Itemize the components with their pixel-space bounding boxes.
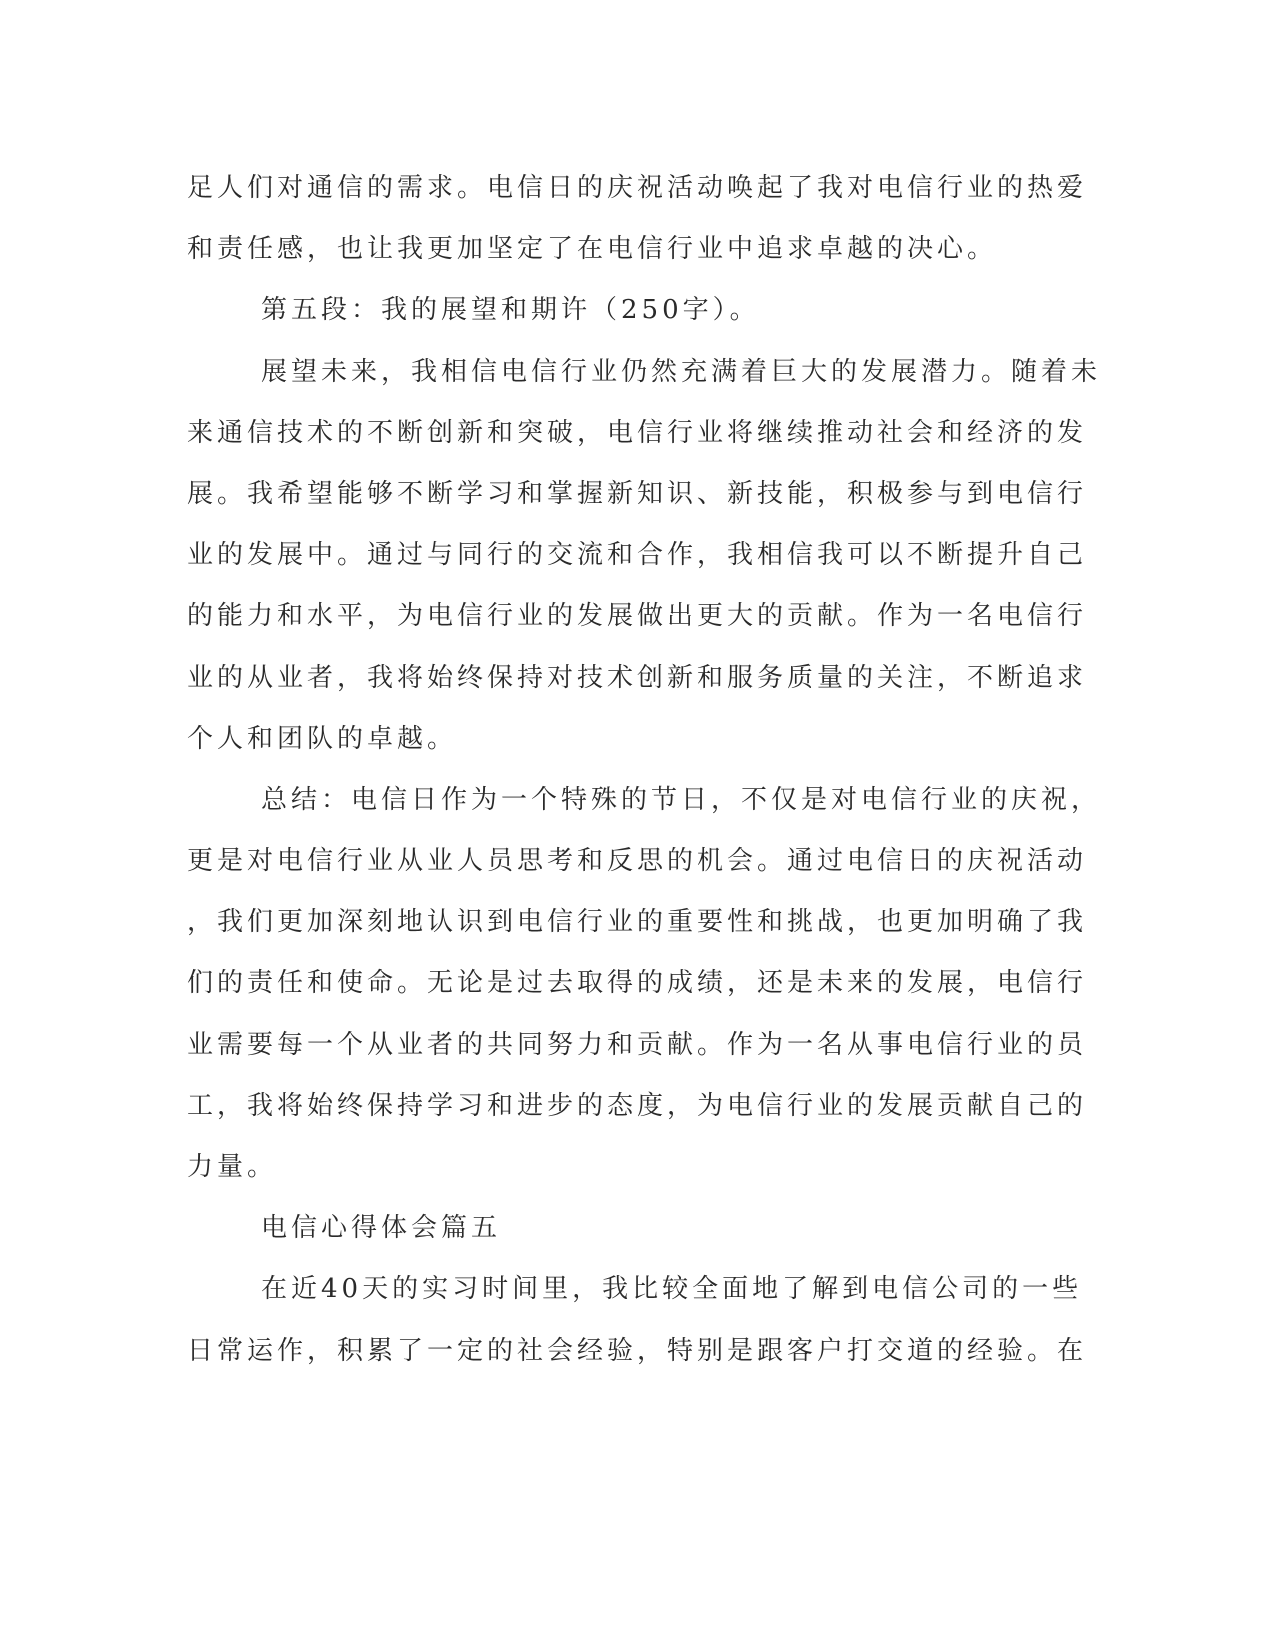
text-line-1: 足人们对通信的需求。电信日的庆祝活动唤起了我对电信行业的热爱 bbox=[187, 173, 1088, 203]
text-line-6: 展。我希望能够不断学习和掌握新知识、新技能，积极参与到电信行 bbox=[187, 478, 1088, 509]
text-line-8: 的能力和水平，为电信行业的发展做出更大的贡献。作为一名电信行 bbox=[187, 601, 1088, 632]
text-line-10: 个人和团队的卓越。 bbox=[187, 723, 458, 754]
text-line-5: 来通信技术的不断创新和突破，电信行业将继续推动社会和经济的发 bbox=[187, 417, 1088, 448]
text-line-2: 和责任感，也让我更加坚定了在电信行业中追求卓越的决心。 bbox=[187, 234, 998, 265]
text-line-16: 工，我将始终保持学习和进步的态度，为电信行业的发展贡献自己的 bbox=[187, 1090, 1088, 1121]
text-line-7: 业的发展中。通过与同行的交流和合作，我相信我可以不断提升自己 bbox=[187, 540, 1088, 571]
text-line-4: 展望未来，我相信电信行业仍然充满着巨大的发展潜力。随着未 bbox=[261, 356, 1102, 387]
text-line-20: 日常运作，积累了一定的社会经验，特别是跟客户打交道的经验。在 bbox=[187, 1335, 1088, 1366]
article-title-part-5: 电信心得体会篇五 bbox=[261, 1213, 502, 1244]
text-line-14: 们的责任和使命。无论是过去取得的成绩，还是未来的发展，电信行 bbox=[187, 968, 1088, 999]
section-heading-5: 第五段：我的展望和期许（250字）。 bbox=[261, 295, 760, 326]
text-line-11: 总结：电信日作为一个特殊的节日，不仅是对电信行业的庆祝， bbox=[261, 784, 1102, 815]
text-line-13: ，我们更加深刻地认识到电信行业的重要性和挑战，也更加明确了我 bbox=[187, 907, 1088, 938]
text-line-17: 力量。 bbox=[187, 1152, 278, 1182]
text-line-19: 在近40天的实习时间里，我比较全面地了解到电信公司的一些 bbox=[261, 1274, 1083, 1305]
document-body bbox=[187, 158, 1102, 1382]
text-line-12: 更是对电信行业从业人员思考和反思的机会。通过电信日的庆祝活动 bbox=[187, 846, 1088, 877]
text-line-9: 业的从业者，我将始终保持对技术创新和服务质量的关注，不断追求 bbox=[187, 662, 1088, 693]
text-line-15: 业需要每一个从业者的共同努力和贡献。作为一名从事电信行业的员 bbox=[187, 1029, 1088, 1060]
